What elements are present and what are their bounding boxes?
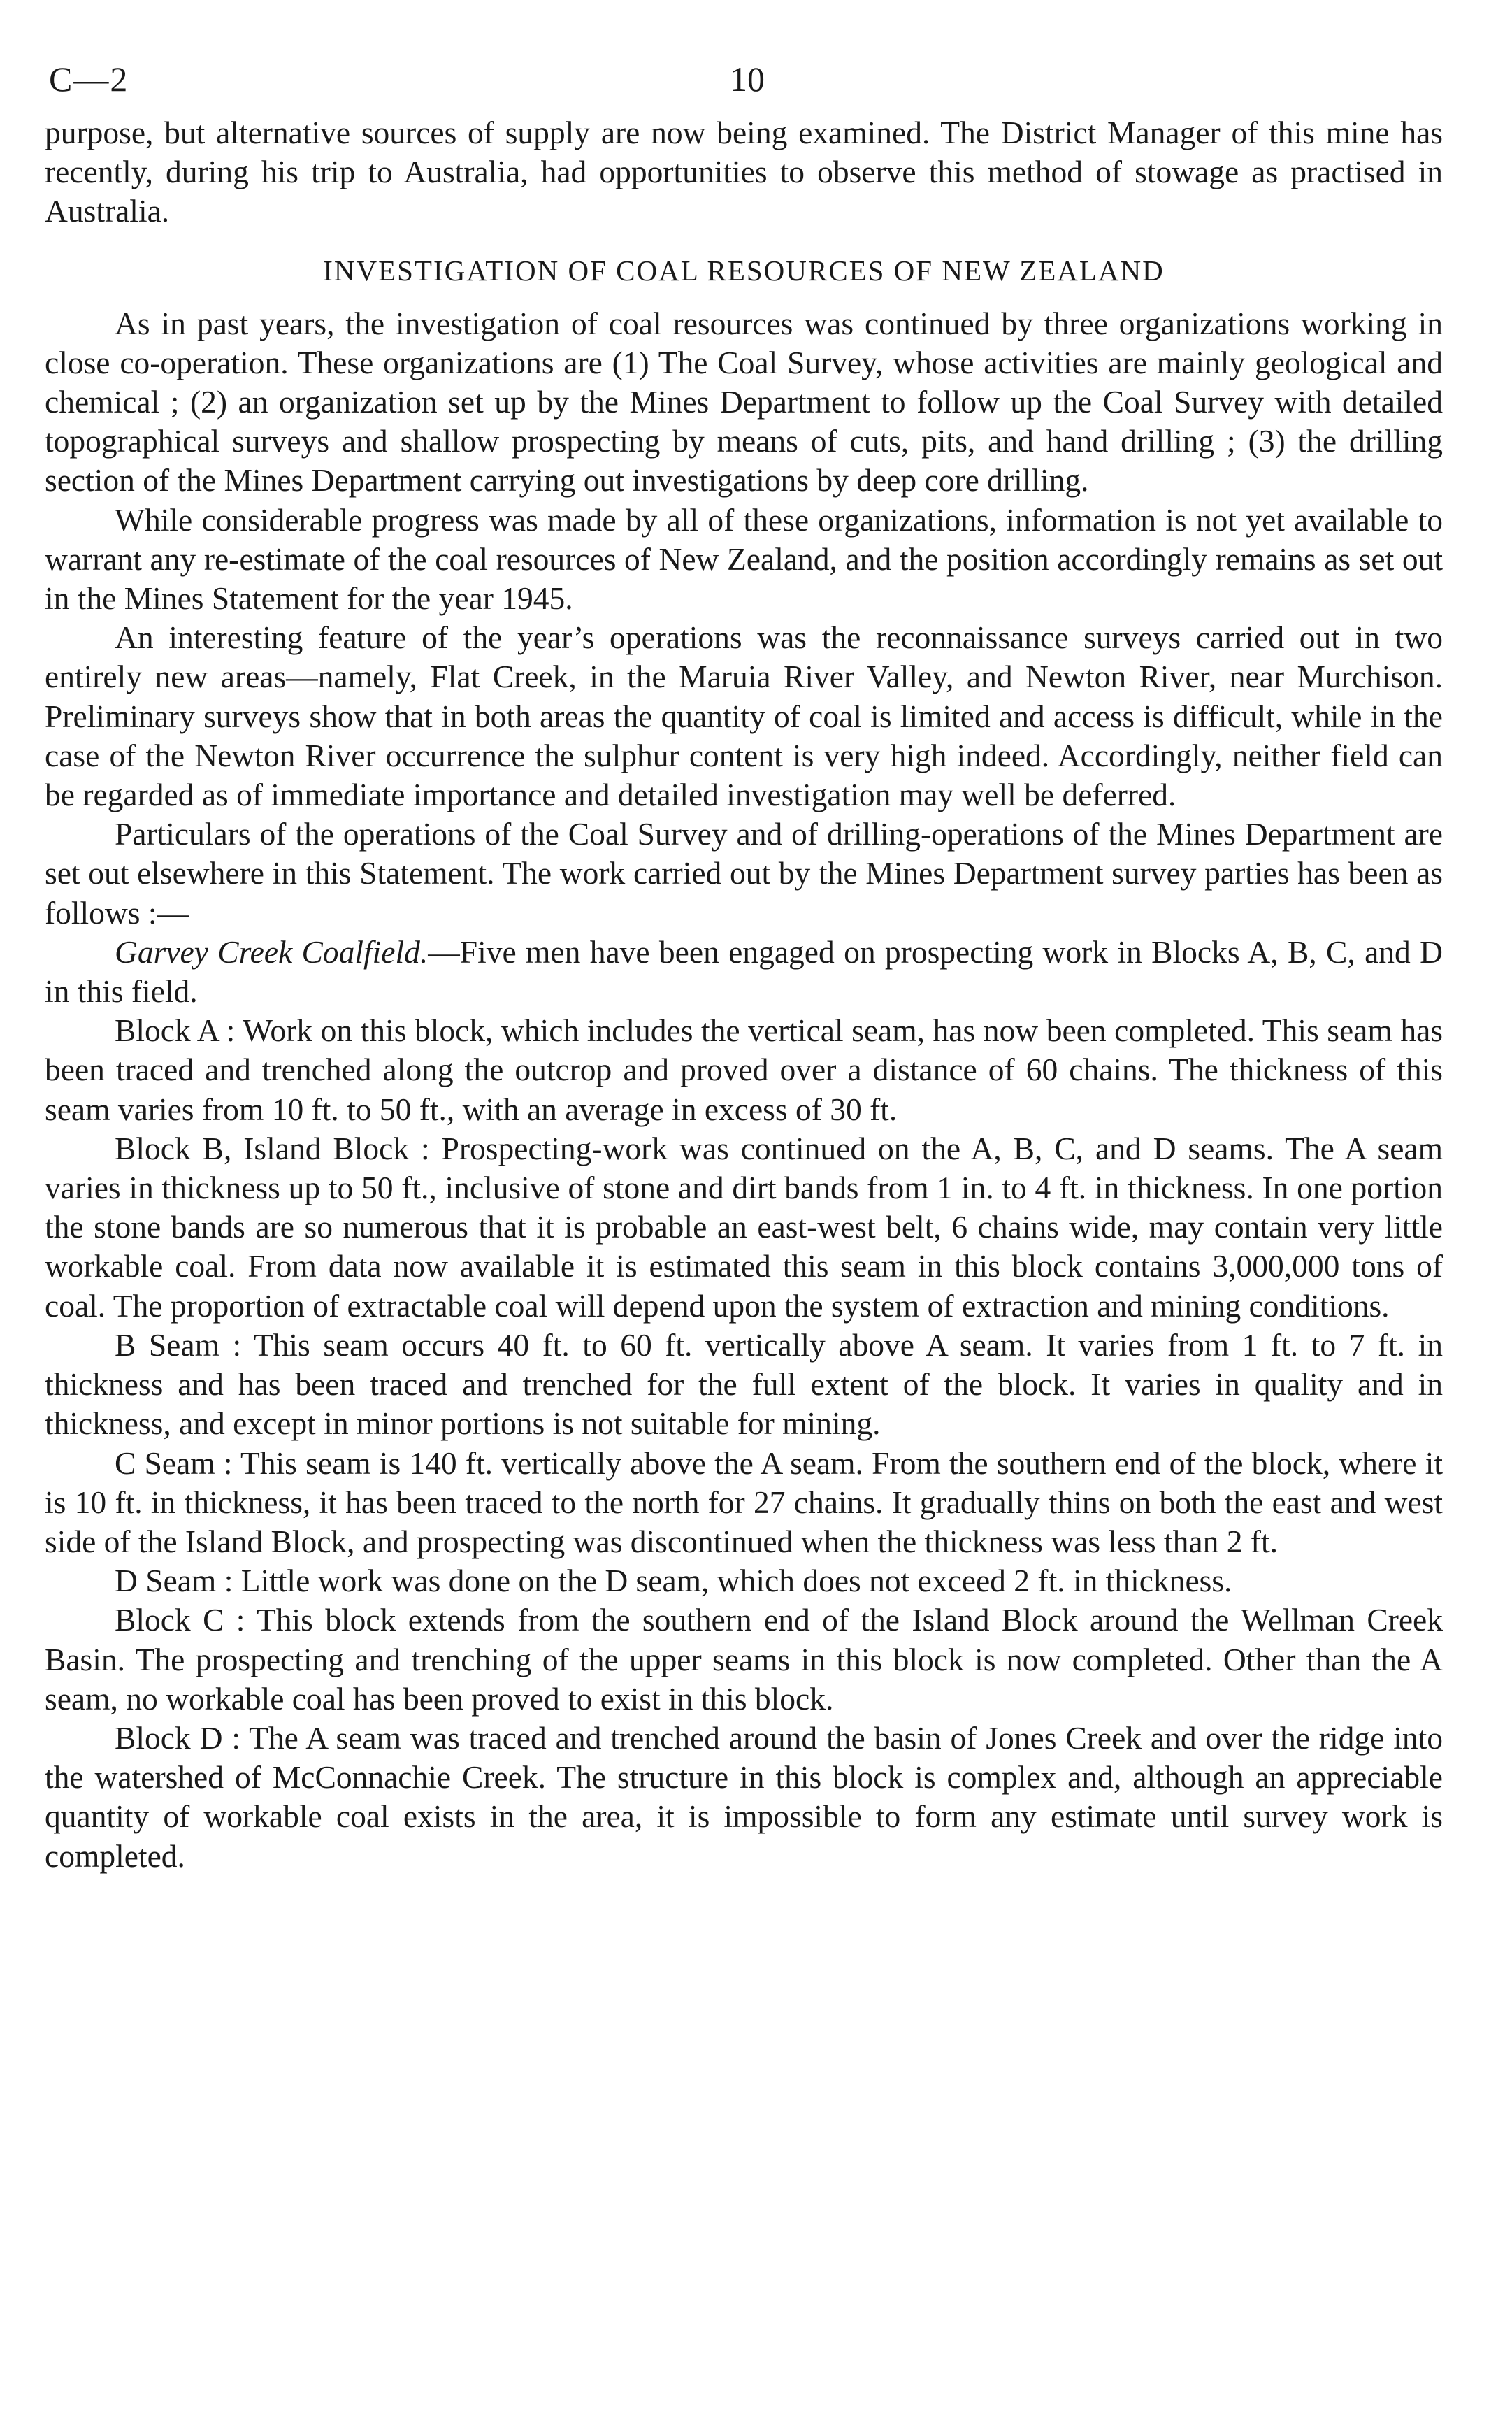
paragraph-b-seam: B Seam : This seam occurs 40 ft. to 60 ft. vertically above A seam. It varies from 1 ft. to 7 ft. in thickness and has been traced and trenched for the full extent of the block. It varies in quality and in thickness, and except in minor portions is not suitable for mining. [45, 1326, 1443, 1442]
paragraph-block-d: Block D : The A seam was traced and trenched around the basin of Jones Creek and over the ridge into the watershed of McConnachie Creek. The structure in this block is complex and, although an appreciable quantity of workable coal exists in the area, it is impossible to form any estimate until survey work is completed. [45, 1719, 1443, 1874]
paragraph-garvey-creek [45, 933, 1443, 1011]
paragraph-progress: While considerable progress was made by all of these organizations, information is not yet available to warrant any re-estimate of the coal resources of New Zealand, and the position accordingly remains as set out in the Mines Statement for the year 1945. [45, 501, 1443, 617]
page-number: 10 [730, 59, 765, 99]
paragraph-d-seam: D Seam : Little work was done on the D seam, which does not exceed 2 ft. in thickness. [115, 1563, 1232, 1599]
paragraph-block-b: Block B, Island Block : Prospecting-work was continued on the A, B, C, and D seams. The A seam varies in thickness up to 50 ft., inclusive of stone and dirt bands from 1 in. to 4 ft. in thickness. In one portion the stone bands are so numerous that it is probable an east-west belt, 6 chains wide, may contain very little workable coal. From data now available it is estimated this seam in this block contains 3,000,000 tons of coal. The proportion of extractable coal will depend upon the system of extraction and mining conditions. [45, 1130, 1443, 1324]
body-text [45, 113, 1443, 1876]
paragraph-block-c: Block C : This block extends from the southern end of the Island Block around the Wellman Creek Basin. The prospecting and trenching of the upper seams in this block is now completed. Other than the A seam, no workable coal has been proved to exist in this block. [45, 1602, 1443, 1717]
garvey-creek-text: —Five men have been engaged on prospecting work in Blocks A, B, C, and D in this field. [45, 933, 1443, 1010]
document-page [45, 49, 1443, 1876]
page-header [45, 49, 1443, 113]
paragraph-organizations: As in past years, the investigation of coal resources was continued by three organizations working in close co-operation. These organizations are (1) The Coal Survey, whose activities are mainly geological and chemical ; (2) an organization set up by the Mines Department to follow up the Coal Survey with detailed topographical surveys and shallow prospecting by means of cuts, pits, and hand drilling ; (3) the drilling section of the Mines Department carrying out investigations by deep core drilling. [45, 305, 1443, 499]
paragraph-c-seam: C Seam : This seam is 140 ft. vertically above the A seam. From the southern end of the block, where it is 10 ft. in thickness, it has been traced to the north for 27 chains. It gradually thins on both the east and west side of the Island Block, and prospecting was discontinued when the thickness was less than 2 ft. [45, 1445, 1443, 1559]
section-heading: INVESTIGATION OF COAL RESOURCES OF NEW ZEALAND [323, 254, 1165, 287]
paragraph-block-a: Block A : Work on this block, which includes the vertical seam, has now been completed. This seam has been traced and trenched along the outcrop and proved over a distance of 60 chains. The thickness of this seam varies from 10 ft. to 50 ft., with an average in excess of 30 ft. [45, 1012, 1443, 1127]
garvey-creek-title: Garvey Creek Coalfield. [115, 933, 429, 970]
paragraph-continuation: purpose, but alternative sources of supply are now being examined. The District Manager of this mine has recently, during his trip to Australia, had opportunities to observe this method of stowage as practised in Australia. [45, 115, 1443, 229]
paragraph-particulars: Particulars of the operations of the Coal Survey and of drilling-operations of the Mines Department are set out elsewhere in this Statement. The work carried out by the Mines Department survey parties has been as follows :— [45, 816, 1443, 931]
document-reference: C—2 [49, 59, 129, 99]
paragraph-reconnaissance: An interesting feature of the year’s operations was the reconnaissance surveys carried out in two entirely new areas—namely, Flat Creek, in the Maruia River Valley, and Newton River, near Murchison. Preliminary surveys show that in both areas the quantity of coal is limited and access is difficult, while in the case of the Newton River occurrence the sulphur content is very high indeed. Accordingly, neither field can be regarded as of immediate importance and detailed investigation may well be deferred. [45, 619, 1443, 813]
